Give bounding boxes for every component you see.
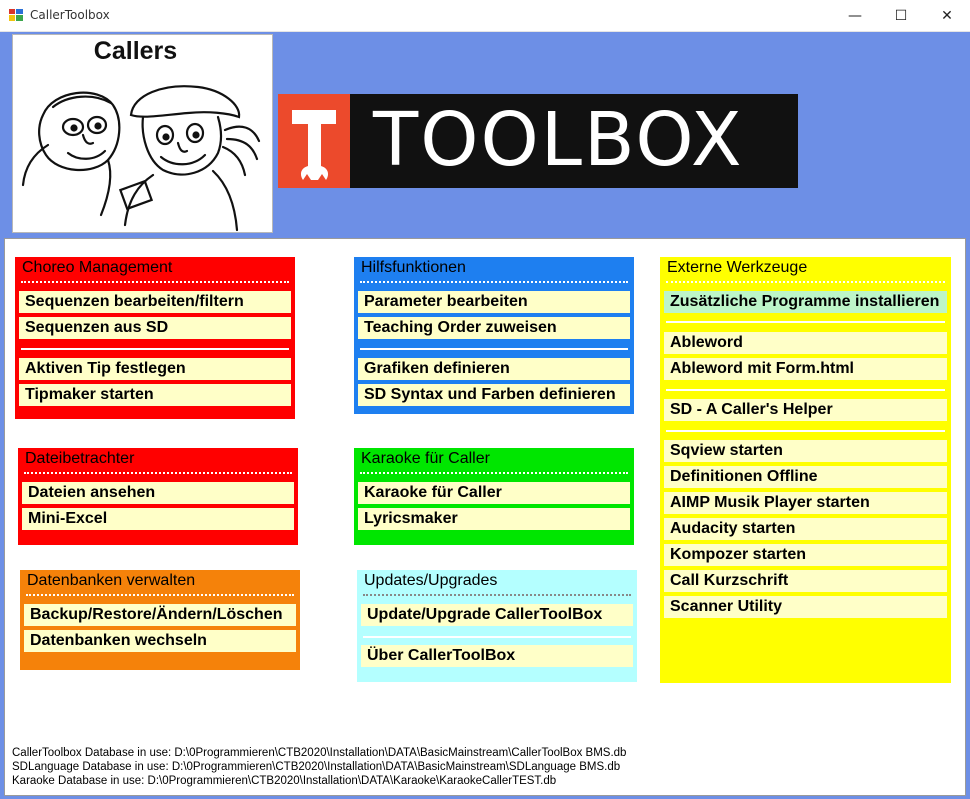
- minimize-icon: —: [848, 7, 862, 24]
- group-title: Updates/Upgrades: [364, 572, 498, 589]
- status-sdlanguage-db: SDLanguage Database in use: D:\0Programmieren\CTB2020\Installation\DATA\BasicMainstream\SDLanguage BMS.db: [12, 761, 621, 773]
- update-upgrade-button[interactable]: Update/Upgrade CallerToolBox: [361, 604, 633, 626]
- group-title: Choreo Management: [22, 259, 173, 276]
- dateien-ansehen-button[interactable]: Dateien ansehen: [22, 482, 294, 504]
- group-title: Datenbanken verwalten: [27, 572, 196, 589]
- hammer-icon: [278, 94, 350, 188]
- header-area: [0, 32, 970, 238]
- callers-title: Callers: [93, 37, 178, 65]
- divider: [360, 281, 628, 283]
- aimp-player-button[interactable]: AIMP Musik Player starten: [664, 492, 947, 514]
- backup-restore-button[interactable]: Backup/Restore/Ändern/Löschen: [24, 604, 296, 626]
- definitionen-offline-button[interactable]: Definitionen Offline: [664, 466, 947, 488]
- group-karaoke: [354, 448, 634, 545]
- group-updates: [357, 570, 637, 682]
- status-karaoke-db: Karaoke Database in use: D:\0Programmieren\CTB2020\Installation\DATA\Karaoke\KaraokeCallerTEST.db: [12, 775, 557, 787]
- main-panel: [4, 238, 966, 796]
- app-icon: [9, 9, 23, 21]
- scanner-utility-button[interactable]: Scanner Utility: [664, 596, 947, 618]
- close-icon: ✕: [941, 7, 953, 24]
- divider: [666, 281, 945, 283]
- toolbox-logo: [278, 94, 798, 188]
- ableword-form-button[interactable]: Ableword mit Form.html: [664, 358, 947, 380]
- group-title: Karaoke für Caller: [361, 450, 490, 467]
- status-callertoolbox-db: CallerToolbox Database in use: D:\0Programmieren\CTB2020\Installation\DATA\BasicMainstream\CallerToolBox BMS.db: [12, 747, 627, 759]
- divider: [360, 348, 628, 350]
- divider: [21, 281, 289, 283]
- divider: [21, 348, 289, 350]
- group-title: Dateibetrachter: [25, 450, 135, 467]
- divider: [363, 636, 631, 638]
- teaching-order-button[interactable]: Teaching Order zuweisen: [358, 317, 630, 339]
- divider: [24, 472, 292, 474]
- group-externe-werkzeuge: [660, 257, 951, 683]
- maximize-button[interactable]: [878, 0, 924, 31]
- title-bar: [0, 0, 970, 32]
- callers-image: [12, 34, 273, 233]
- group-dateibetrachter: [18, 448, 298, 545]
- audacity-button[interactable]: Audacity starten: [664, 518, 947, 540]
- callers-cartoon-icon: [13, 35, 272, 232]
- ueber-callertoolbox-button[interactable]: Über CallerToolBox: [361, 645, 633, 667]
- tipmaker-button[interactable]: Tipmaker starten: [19, 384, 291, 406]
- minimize-button[interactable]: [832, 0, 878, 31]
- ableword-button[interactable]: Ableword: [664, 332, 947, 354]
- sqview-button[interactable]: Sqview starten: [664, 440, 947, 462]
- aktiven-tip-button[interactable]: Aktiven Tip festlegen: [19, 358, 291, 380]
- group-title: Externe Werkzeuge: [667, 259, 808, 276]
- call-kurzschrift-button[interactable]: Call Kurzschrift: [664, 570, 947, 592]
- divider: [363, 594, 631, 596]
- karaoke-button[interactable]: Karaoke für Caller: [358, 482, 630, 504]
- lyricsmaker-button[interactable]: Lyricsmaker: [358, 508, 630, 530]
- sequenzen-bearbeiten-button[interactable]: Sequenzen bearbeiten/filtern: [19, 291, 291, 313]
- toolbox-text: TOOLBOX: [373, 97, 744, 183]
- divider: [666, 430, 945, 432]
- sequenzen-aus-sd-button[interactable]: Sequenzen aus SD: [19, 317, 291, 339]
- group-choreo-management: [15, 257, 295, 419]
- close-button[interactable]: [924, 0, 970, 31]
- grafiken-definieren-button[interactable]: Grafiken definieren: [358, 358, 630, 380]
- group-datenbanken: [20, 570, 300, 670]
- parameter-bearbeiten-button[interactable]: Parameter bearbeiten: [358, 291, 630, 313]
- divider: [666, 321, 945, 323]
- divider: [26, 594, 294, 596]
- datenbanken-wechseln-button[interactable]: Datenbanken wechseln: [24, 630, 296, 652]
- sd-syntax-button[interactable]: SD Syntax und Farben definieren: [358, 384, 630, 406]
- maximize-icon: ☐: [894, 7, 908, 24]
- sd-callers-helper-button[interactable]: SD - A Caller's Helper: [664, 399, 947, 421]
- window-title: CallerToolbox: [30, 8, 110, 22]
- kompozer-button[interactable]: Kompozer starten: [664, 544, 947, 566]
- divider: [360, 472, 628, 474]
- group-hilfsfunktionen: [354, 257, 634, 414]
- group-title: Hilfsfunktionen: [361, 259, 466, 276]
- zusaetzliche-programme-button[interactable]: Zusätzliche Programme installieren: [664, 291, 947, 313]
- divider: [666, 389, 945, 391]
- mini-excel-button[interactable]: Mini-Excel: [22, 508, 294, 530]
